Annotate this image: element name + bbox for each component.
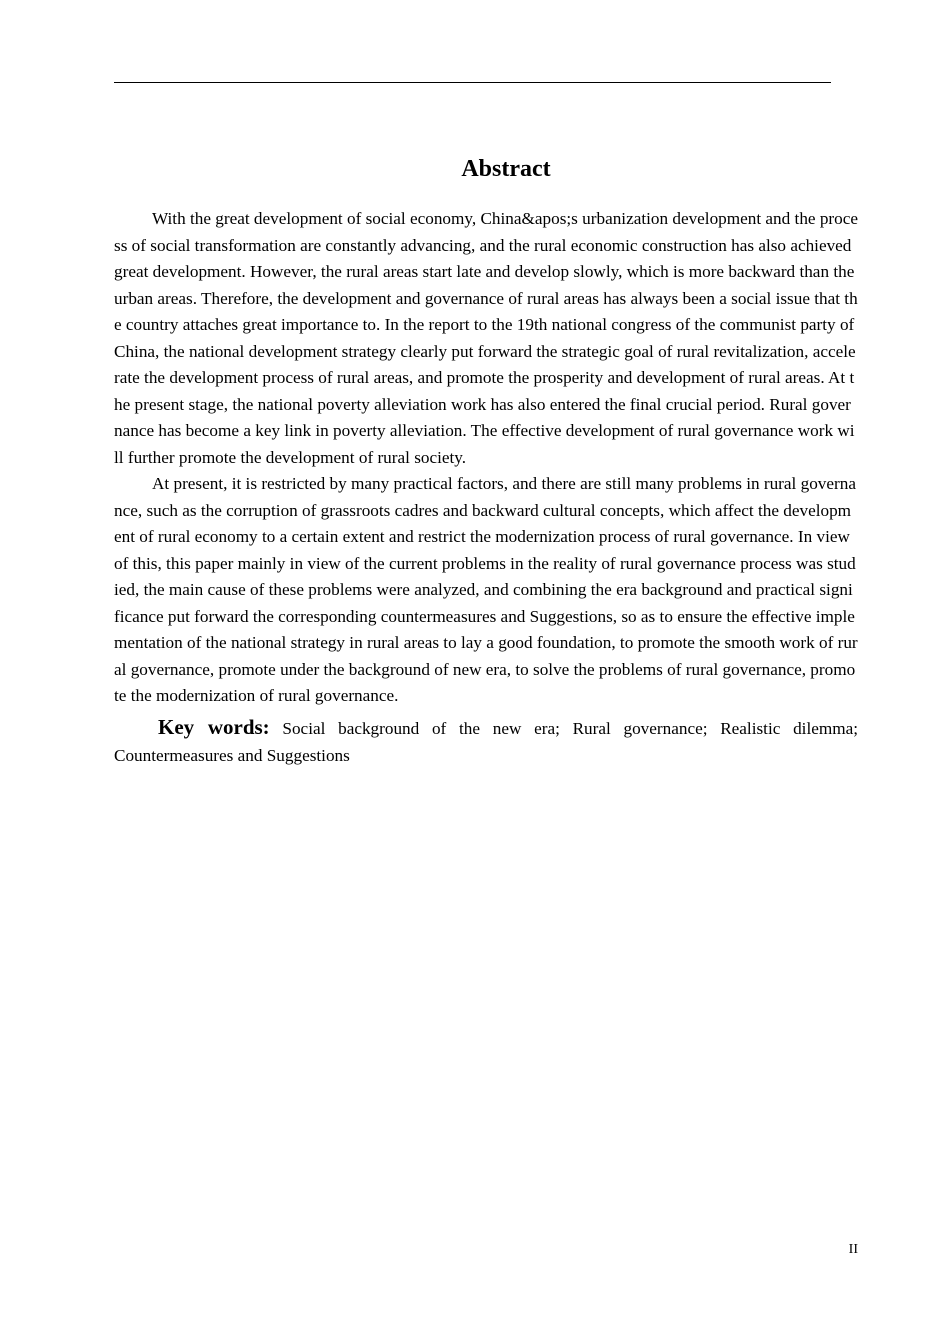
- abstract-paragraph-1: With the great development of social economy, China&apos;s urbanization development and the process of social transformation are constantly advancing, and the rural economic construction has also achieved great development. However, the rural areas start late and develop slowly, which is more backward than the urban areas. Therefore, the development and governance of rural areas has always been a social issue that the country attaches great importance to. In the report to the 19th national congress of the communist party of China, the national development strategy clearly put forward the strategic goal of rural revitalization, accelerate the development process of rural areas, and promote the prosperity and development of rural areas. At the present stage, the national poverty alleviation work has also entered the final crucial period. Rural governance has become a key link in poverty alleviation. The effective development of rural governance work will further promote the development of rural society.: [114, 209, 859, 467]
- page-number: II: [848, 1242, 858, 1257]
- keywords-line: [114, 714, 858, 769]
- keywords-label: Key words:: [158, 714, 270, 739]
- keywords-text: Social background of the new era; Rural governance; Realistic dilemma; Countermeasures and Suggestions: [114, 718, 858, 765]
- header-rule: [114, 82, 831, 83]
- abstract-body: [114, 206, 858, 769]
- page-title: Abstract: [461, 156, 551, 182]
- abstract-paragraph-2: At present, it is restricted by many practical factors, and there are still many problems in rural governance, such as the corruption of grassroots cadres and backward cultural concepts, which affect the development of rural economy to a certain extent and restrict the modernization process of rural governance. In view of this, this paper mainly in view of the current problems in the reality of rural governance process was studied, the main cause of these problems were analyzed, and combining the era background and practical significance put forward the corresponding countermeasures and Suggestions, so as to ensure the effective implementation of the national strategy in rural areas to lay a good foundation, to promote the smooth work of rural governance, promote under the background of new era, to solve the problems of rural governance, promote the modernization of rural governance.: [114, 474, 858, 705]
